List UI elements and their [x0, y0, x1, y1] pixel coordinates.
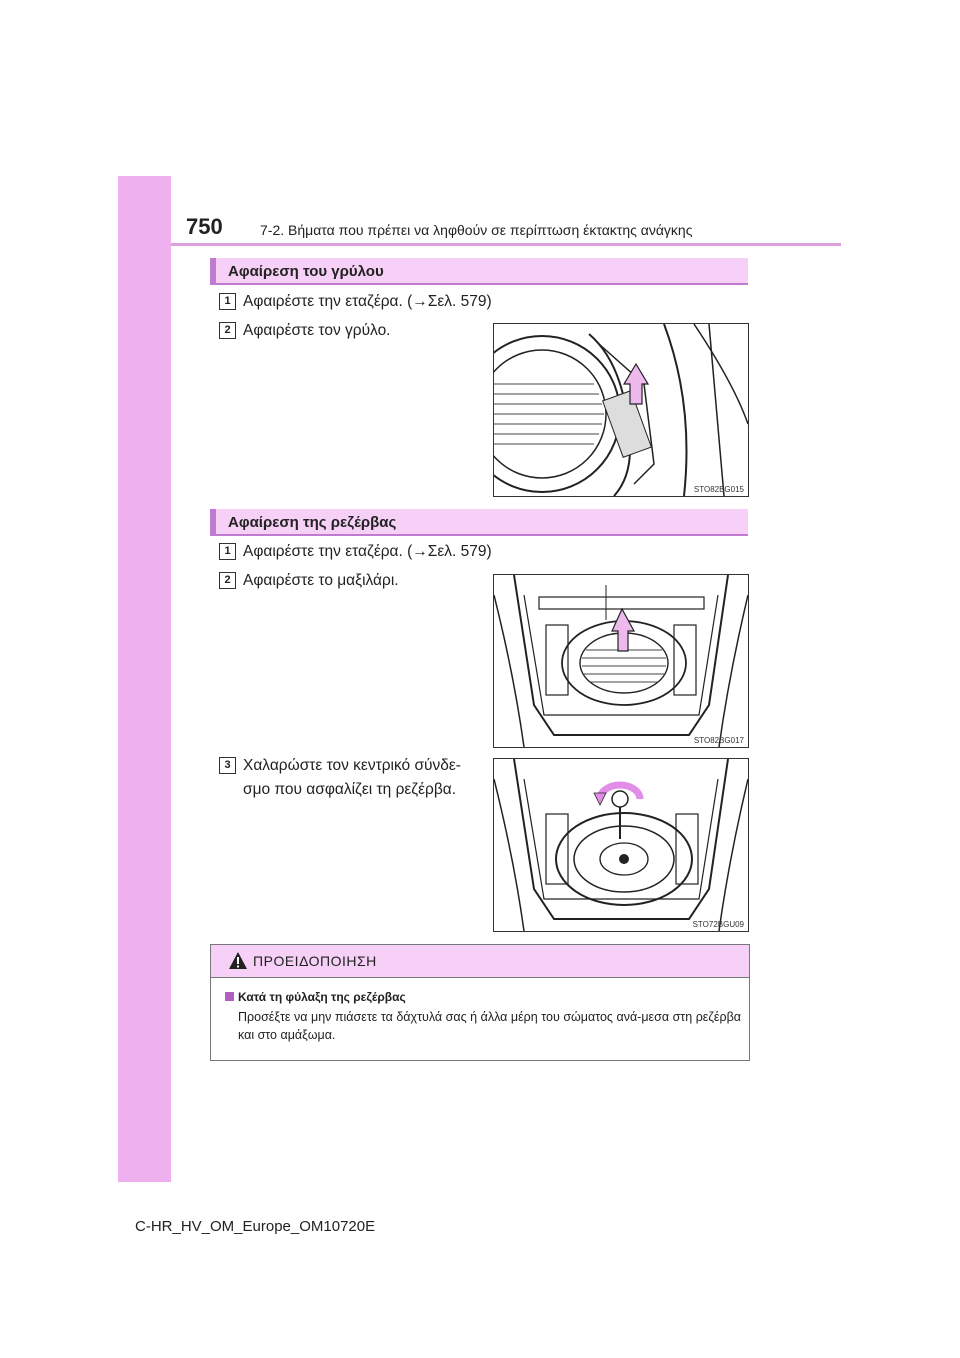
warning-header — [211, 945, 749, 978]
figure-code: STO72BGU09 — [692, 920, 744, 929]
warning-triangle-icon — [228, 951, 248, 970]
step-text: Αφαιρέστε τον γρύλο. — [243, 322, 391, 339]
chapter-title: 7-2. Βήματα που πρέπει να ληφθούν σε περίπτωση έκτακτης ανάγκης — [260, 222, 693, 238]
section-heading-jack — [210, 258, 748, 285]
warning-subheading — [225, 990, 406, 1004]
step-text: σμο που ασφαλίζει τη ρεζέρβα. — [243, 781, 457, 798]
step-text: Αφαιρέστε την εταζέρα. (→Σελ. 579) — [243, 543, 492, 560]
figure-code: STO82BG017 — [693, 736, 744, 745]
section-title: Αφαίρεση του γρύλου — [228, 263, 384, 280]
side-tab — [118, 176, 171, 1182]
step-number: 2 — [219, 572, 236, 589]
step-text: Χαλαρώστε τον κεντρικό σύνδε- — [243, 757, 461, 774]
section-title: Αφαίρεση της ρεζέρβας — [228, 514, 397, 531]
header-rule — [171, 243, 841, 246]
page-number: 750 — [186, 214, 223, 239]
warning-title: ΠΡΟΕΙΔΟΠΟΙΗΣΗ — [253, 953, 377, 969]
footer-doc-id: C-HR_HV_OM_Europe_OM10720E — [135, 1218, 376, 1235]
step-number: 2 — [219, 322, 236, 339]
step-text: Αφαιρέστε την εταζέρα. (→Σελ. 579) — [243, 293, 492, 310]
step-number: 1 — [219, 543, 236, 560]
warning-body: Προσέξτε να μην πιάσετε τα δάχτυλά σας ή άλλα μέρη του σώματος ανά-μεσα στη ρεζέρβα και στο αμάξωμα. — [238, 1010, 741, 1042]
bullet-square-icon — [225, 992, 234, 1001]
figure-code: STO82BG015 — [693, 485, 744, 494]
warning-box — [210, 944, 750, 1061]
section-heading-spare-tire — [210, 509, 748, 536]
step-text: Αφαιρέστε το μαξιλάρι. — [243, 572, 399, 589]
step-number: 1 — [219, 293, 236, 310]
step-number: 3 — [219, 757, 236, 774]
warning-subheading-text: Κατά τη φύλαξη της ρεζέρβας — [238, 990, 406, 1004]
jack-removal-illustration — [493, 323, 749, 497]
cushion-removal-illustration — [493, 574, 749, 748]
bolt-loosening-illustration — [493, 758, 749, 932]
